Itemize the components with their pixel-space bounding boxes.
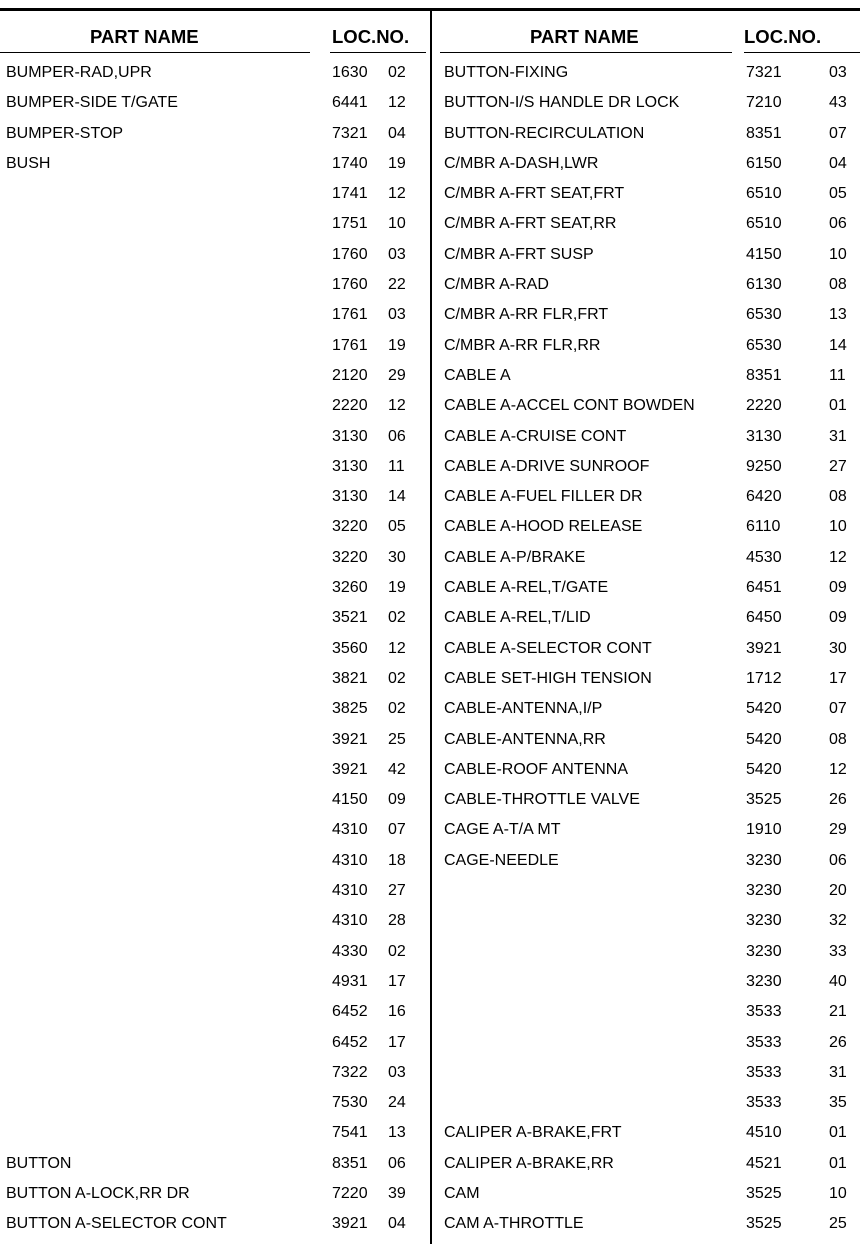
loc-sub-number-cell: 12	[388, 94, 406, 112]
loc-number-cell: 2120	[332, 366, 368, 384]
loc-sub-number-cell: 35	[829, 1094, 847, 1112]
part-name-cell: CAGE A-T/A MT	[444, 821, 561, 839]
loc-sub-number-cell: 10	[388, 215, 406, 233]
right-parts-list	[432, 60, 860, 1242]
loc-number-cell: 6441	[332, 94, 368, 112]
part-name-cell: C/MBR A-FRT SEAT,FRT	[444, 185, 625, 203]
loc-sub-number-cell: 30	[829, 639, 847, 657]
table-row	[0, 60, 430, 90]
table-row	[0, 90, 430, 120]
table-row	[0, 1030, 430, 1060]
loc-number-cell: 1761	[332, 306, 368, 324]
table-row	[432, 272, 860, 302]
table-row	[432, 817, 860, 847]
header-underline	[744, 52, 860, 53]
table-row	[0, 514, 430, 544]
loc-sub-number-cell: 08	[829, 276, 847, 294]
loc-sub-number-cell: 01	[829, 397, 847, 415]
table-row	[432, 1181, 860, 1211]
loc-number-cell: 3921	[746, 639, 782, 657]
table-row	[432, 787, 860, 817]
loc-number-cell: 3130	[332, 457, 368, 475]
table-row	[432, 939, 860, 969]
loc-number-cell: 8351	[332, 1154, 368, 1172]
loc-number-cell: 7220	[332, 1184, 368, 1202]
loc-sub-number-cell: 16	[388, 1003, 406, 1021]
loc-sub-number-cell: 02	[388, 64, 406, 81]
loc-sub-number-cell: 17	[829, 669, 847, 687]
loc-sub-number-cell: 19	[388, 579, 406, 597]
part-name-cell: CABLE-ROOF ANTENNA	[444, 760, 629, 778]
part-name-cell: BUSH	[6, 154, 51, 172]
loc-sub-number-cell: 06	[829, 851, 847, 869]
table-row	[0, 969, 430, 999]
part-name-cell: CALIPER A-BRAKE,RR	[444, 1154, 614, 1172]
header-underline	[330, 52, 426, 53]
part-name-cell: C/MBR A-FRT SUSP	[444, 245, 594, 263]
loc-sub-number-cell: 10	[829, 1184, 847, 1202]
loc-number-cell: 6530	[746, 306, 782, 324]
loc-sub-number-cell: 06	[829, 215, 847, 233]
loc-number-cell: 4310	[332, 851, 368, 869]
table-row	[0, 575, 430, 605]
loc-number-cell: 3130	[332, 488, 368, 506]
loc-number-cell: 3921	[332, 1215, 368, 1233]
loc-number-cell: 3921	[332, 760, 368, 778]
loc-sub-number-cell: 12	[388, 397, 406, 415]
table-row	[0, 605, 430, 635]
table-row	[0, 939, 430, 969]
loc-number-cell: 5420	[746, 730, 782, 748]
table-row	[0, 1090, 430, 1120]
loc-number-cell: 6110	[746, 518, 781, 536]
loc-number-cell: 3220	[332, 548, 368, 566]
loc-sub-number-cell: 14	[829, 336, 847, 354]
loc-number-cell: 4310	[332, 821, 368, 839]
part-name-cell: CABLE A-P/BRAKE	[444, 548, 586, 566]
table-row	[0, 333, 430, 363]
loc-sub-number-cell: 20	[829, 882, 847, 900]
loc-sub-number-cell: 02	[388, 609, 406, 627]
loc-number-cell: 3533	[746, 1063, 782, 1081]
loc-sub-number-cell: 08	[829, 730, 847, 748]
table-row	[0, 242, 430, 272]
loc-number-cell: 3260	[332, 579, 368, 597]
loc-sub-number-cell: 11	[829, 366, 846, 384]
loc-sub-number-cell: 03	[388, 306, 406, 324]
loc-sub-number-cell: 25	[388, 730, 406, 748]
table-row	[432, 908, 860, 938]
loc-sub-number-cell: 04	[829, 154, 847, 172]
loc-sub-number-cell: 07	[829, 700, 847, 718]
loc-number-cell: 9250	[746, 457, 782, 475]
loc-number-cell: 3525	[746, 1215, 782, 1233]
loc-sub-number-cell: 28	[388, 912, 406, 930]
table-row	[0, 121, 430, 151]
loc-sub-number-cell: 21	[829, 1003, 847, 1021]
part-name-cell: CABLE-ANTENNA,RR	[444, 730, 606, 748]
part-name-cell: BUTTON-FIXING	[444, 64, 569, 81]
part-name-cell: CABLE-THROTTLE VALVE	[444, 791, 640, 809]
table-row	[432, 514, 860, 544]
loc-number-cell: 7530	[332, 1094, 368, 1112]
loc-sub-number-cell: 24	[388, 1094, 406, 1112]
table-row	[0, 636, 430, 666]
loc-number-cell: 1910	[746, 821, 782, 839]
loc-sub-number-cell: 26	[829, 1033, 847, 1051]
loc-sub-number-cell: 02	[388, 669, 406, 687]
part-name-cell: C/MBR A-RR FLR,FRT	[444, 306, 609, 324]
loc-number-cell: 6130	[746, 276, 782, 294]
loc-sub-number-cell: 10	[829, 518, 847, 536]
table-row	[432, 999, 860, 1029]
loc-number-cell: 3525	[746, 791, 782, 809]
loc-number-cell: 3230	[746, 851, 782, 869]
loc-sub-number-cell: 01	[829, 1154, 847, 1172]
part-name-cell: CABLE A-FUEL FILLER DR	[444, 488, 643, 506]
loc-sub-number-cell: 32	[829, 912, 847, 930]
table-row	[432, 1060, 860, 1090]
loc-number-cell: 4310	[332, 882, 368, 900]
loc-sub-number-cell: 22	[388, 276, 406, 294]
table-row	[432, 636, 860, 666]
table-row	[432, 1120, 860, 1150]
loc-no-header: LOC.NO.	[332, 26, 410, 47]
loc-sub-number-cell: 01	[829, 1124, 847, 1142]
loc-sub-number-cell: 04	[388, 1215, 406, 1233]
part-name-cell: BUTTON A-SELECTOR CONT	[6, 1215, 227, 1233]
part-name-cell: BUTTON	[6, 1154, 72, 1172]
loc-sub-number-cell: 06	[388, 1154, 406, 1172]
loc-number-cell: 1740	[332, 154, 368, 172]
loc-number-cell: 3533	[746, 1094, 782, 1112]
loc-number-cell: 3521	[332, 609, 368, 627]
table-row	[0, 757, 430, 787]
loc-number-cell: 7322	[332, 1063, 368, 1081]
loc-number-cell: 3230	[746, 882, 782, 900]
loc-sub-number-cell: 06	[388, 427, 406, 445]
loc-sub-number-cell: 03	[388, 245, 406, 263]
table-row	[0, 1151, 430, 1181]
header-underline	[0, 52, 310, 53]
table-row	[432, 575, 860, 605]
table-row	[0, 272, 430, 302]
loc-sub-number-cell: 43	[829, 94, 847, 112]
part-name-cell: CABLE A-REL,T/LID	[444, 609, 591, 627]
table-row	[432, 727, 860, 757]
loc-sub-number-cell: 09	[829, 609, 847, 627]
loc-number-cell: 2220	[746, 397, 782, 415]
loc-number-cell: 3130	[746, 427, 782, 445]
loc-number-cell: 6452	[332, 1033, 368, 1051]
loc-number-cell: 8351	[746, 124, 782, 142]
loc-number-cell: 4150	[746, 245, 782, 263]
loc-number-cell: 4150	[332, 791, 368, 809]
loc-number-cell: 1630	[332, 64, 368, 81]
table-row	[0, 1120, 430, 1150]
table-row	[0, 302, 430, 332]
part-name-cell: C/MBR A-RAD	[444, 276, 549, 294]
loc-sub-number-cell: 26	[829, 791, 847, 809]
table-row	[0, 424, 430, 454]
loc-number-cell: 7210	[746, 94, 782, 112]
loc-sub-number-cell: 33	[829, 942, 847, 960]
loc-sub-number-cell: 02	[388, 700, 406, 718]
table-row	[0, 1181, 430, 1211]
part-name-cell: C/MBR A-DASH,LWR	[444, 154, 599, 172]
loc-number-cell: 5420	[746, 700, 782, 718]
part-name-cell: CAM	[444, 1184, 480, 1202]
loc-number-cell: 3533	[746, 1003, 782, 1021]
loc-number-cell: 6150	[746, 154, 782, 172]
table-row	[0, 696, 430, 726]
part-name-cell: BUTTON-I/S HANDLE DR LOCK	[444, 94, 680, 112]
loc-sub-number-cell: 11	[388, 457, 405, 475]
left-parts-list	[0, 60, 430, 1242]
loc-sub-number-cell: 05	[829, 185, 847, 203]
loc-sub-number-cell: 40	[829, 972, 847, 990]
loc-number-cell: 3130	[332, 427, 368, 445]
loc-number-cell: 6510	[746, 185, 782, 203]
loc-sub-number-cell: 14	[388, 488, 406, 506]
part-name-header: PART NAME	[90, 26, 199, 47]
loc-sub-number-cell: 29	[388, 366, 406, 384]
table-row	[0, 1060, 430, 1090]
loc-sub-number-cell: 13	[388, 1124, 406, 1142]
loc-number-cell: 6451	[746, 579, 782, 597]
loc-number-cell: 6510	[746, 215, 782, 233]
loc-sub-number-cell: 05	[388, 518, 406, 536]
part-name-cell: CAM A-THROTTLE	[444, 1215, 584, 1233]
table-row	[0, 181, 430, 211]
loc-sub-number-cell: 08	[829, 488, 847, 506]
loc-sub-number-cell: 25	[829, 1215, 847, 1233]
loc-number-cell: 8351	[746, 366, 782, 384]
loc-number-cell: 7321	[332, 124, 368, 142]
loc-sub-number-cell: 12	[829, 760, 847, 778]
table-row	[432, 302, 860, 332]
table-row	[432, 545, 860, 575]
loc-sub-number-cell: 31	[829, 1063, 847, 1081]
table-row	[432, 848, 860, 878]
loc-number-cell: 3230	[746, 972, 782, 990]
part-name-cell: BUTTON A-LOCK,RR DR	[6, 1184, 190, 1202]
loc-number-cell: 6530	[746, 336, 782, 354]
part-name-cell: CABLE A	[444, 366, 511, 384]
part-name-cell: CABLE A-DRIVE SUNROOF	[444, 457, 650, 475]
loc-number-cell: 1741	[332, 185, 368, 203]
loc-number-cell: 4310	[332, 912, 368, 930]
table-row	[432, 363, 860, 393]
table-row	[0, 999, 430, 1029]
loc-sub-number-cell: 04	[388, 124, 406, 142]
loc-number-cell: 3220	[332, 518, 368, 536]
table-row	[432, 1030, 860, 1060]
table-row	[432, 605, 860, 635]
table-row	[432, 151, 860, 181]
table-row	[432, 1151, 860, 1181]
loc-number-cell: 4530	[746, 548, 782, 566]
loc-sub-number-cell: 18	[388, 851, 406, 869]
loc-sub-number-cell: 19	[388, 154, 406, 172]
loc-number-cell: 6450	[746, 609, 782, 627]
loc-number-cell: 1760	[332, 245, 368, 263]
table-row	[0, 1211, 430, 1241]
loc-sub-number-cell: 29	[829, 821, 847, 839]
table-row	[0, 363, 430, 393]
loc-sub-number-cell: 17	[388, 972, 406, 990]
loc-number-cell: 2220	[332, 397, 368, 415]
table-row	[0, 151, 430, 181]
table-row	[0, 787, 430, 817]
loc-sub-number-cell: 31	[829, 427, 847, 445]
table-row	[432, 242, 860, 272]
table-row	[432, 1090, 860, 1120]
loc-sub-number-cell: 39	[388, 1184, 406, 1202]
loc-sub-number-cell: 07	[388, 821, 406, 839]
part-name-cell: CALIPER A-BRAKE,FRT	[444, 1124, 622, 1142]
loc-number-cell: 3560	[332, 639, 368, 657]
loc-number-cell: 3825	[332, 700, 368, 718]
loc-sub-number-cell: 27	[829, 457, 847, 475]
part-name-cell: CAGE-NEEDLE	[444, 851, 559, 869]
loc-number-cell: 7321	[746, 64, 782, 81]
loc-number-cell: 3230	[746, 942, 782, 960]
table-row	[432, 60, 860, 90]
table-row	[432, 424, 860, 454]
part-name-cell: CABLE A-REL,T/GATE	[444, 579, 609, 597]
table-row	[0, 393, 430, 423]
loc-sub-number-cell: 07	[829, 124, 847, 142]
loc-sub-number-cell: 12	[388, 639, 406, 657]
part-name-header: PART NAME	[530, 26, 639, 47]
part-name-cell: BUMPER-RAD,UPR	[6, 64, 152, 81]
loc-number-cell: 1712	[746, 669, 782, 687]
table-row	[432, 757, 860, 787]
loc-number-cell: 3525	[746, 1184, 782, 1202]
loc-sub-number-cell: 27	[388, 882, 406, 900]
loc-number-cell: 1751	[332, 215, 368, 233]
table-row	[432, 484, 860, 514]
loc-number-cell: 6452	[332, 1003, 368, 1021]
table-row	[0, 484, 430, 514]
table-row	[0, 666, 430, 696]
part-name-cell: CABLE A-CRUISE CONT	[444, 427, 627, 445]
loc-sub-number-cell: 12	[388, 185, 406, 203]
table-row	[0, 908, 430, 938]
loc-sub-number-cell: 02	[388, 942, 406, 960]
table-row	[0, 878, 430, 908]
table-row	[432, 181, 860, 211]
loc-number-cell: 5420	[746, 760, 782, 778]
part-name-cell: CABLE-ANTENNA,I/P	[444, 700, 603, 718]
loc-number-cell: 4510	[746, 1124, 782, 1142]
table-row	[0, 211, 430, 241]
loc-number-cell: 3533	[746, 1033, 782, 1051]
part-name-cell: CABLE A-SELECTOR CONT	[444, 639, 652, 657]
table-row	[432, 393, 860, 423]
loc-sub-number-cell: 03	[388, 1063, 406, 1081]
loc-number-cell: 6420	[746, 488, 782, 506]
loc-sub-number-cell: 17	[388, 1033, 406, 1051]
header-underline	[440, 52, 732, 53]
table-row	[0, 848, 430, 878]
loc-number-cell: 3921	[332, 730, 368, 748]
part-name-cell: BUTTON-RECIRCULATION	[444, 124, 645, 142]
loc-number-cell: 7541	[332, 1124, 368, 1142]
table-row	[0, 727, 430, 757]
loc-sub-number-cell: 42	[388, 760, 406, 778]
part-name-cell: C/MBR A-FRT SEAT,RR	[444, 215, 617, 233]
loc-no-header: LOC.NO.	[744, 26, 822, 47]
loc-number-cell: 1760	[332, 276, 368, 294]
part-name-cell: BUMPER-STOP	[6, 124, 124, 142]
loc-number-cell: 4521	[746, 1154, 782, 1172]
table-row	[432, 211, 860, 241]
table-row	[432, 969, 860, 999]
table-row	[0, 545, 430, 575]
loc-sub-number-cell: 30	[388, 548, 406, 566]
table-row	[0, 817, 430, 847]
loc-sub-number-cell: 12	[829, 548, 847, 566]
loc-number-cell: 3821	[332, 669, 368, 687]
table-row	[432, 1211, 860, 1241]
loc-number-cell: 1761	[332, 336, 368, 354]
part-name-cell: BUMPER-SIDE T/GATE	[6, 94, 178, 112]
table-row	[432, 333, 860, 363]
table-row	[432, 121, 860, 151]
loc-number-cell: 4330	[332, 942, 368, 960]
part-name-cell: C/MBR A-RR FLR,RR	[444, 336, 601, 354]
part-name-cell: CABLE A-ACCEL CONT BOWDEN	[444, 397, 695, 415]
loc-sub-number-cell: 03	[829, 64, 847, 81]
table-row	[432, 878, 860, 908]
loc-number-cell: 3230	[746, 912, 782, 930]
loc-sub-number-cell: 10	[829, 245, 847, 263]
table-row	[432, 666, 860, 696]
loc-sub-number-cell: 09	[829, 579, 847, 597]
loc-sub-number-cell: 09	[388, 791, 406, 809]
table-row	[432, 696, 860, 726]
loc-sub-number-cell: 13	[829, 306, 847, 324]
loc-number-cell: 4931	[332, 972, 368, 990]
table-row	[0, 454, 430, 484]
part-name-cell: CABLE SET-HIGH TENSION	[444, 669, 652, 687]
table-row	[432, 90, 860, 120]
part-name-cell: CABLE A-HOOD RELEASE	[444, 518, 643, 536]
table-row	[432, 454, 860, 484]
loc-sub-number-cell: 19	[388, 336, 406, 354]
